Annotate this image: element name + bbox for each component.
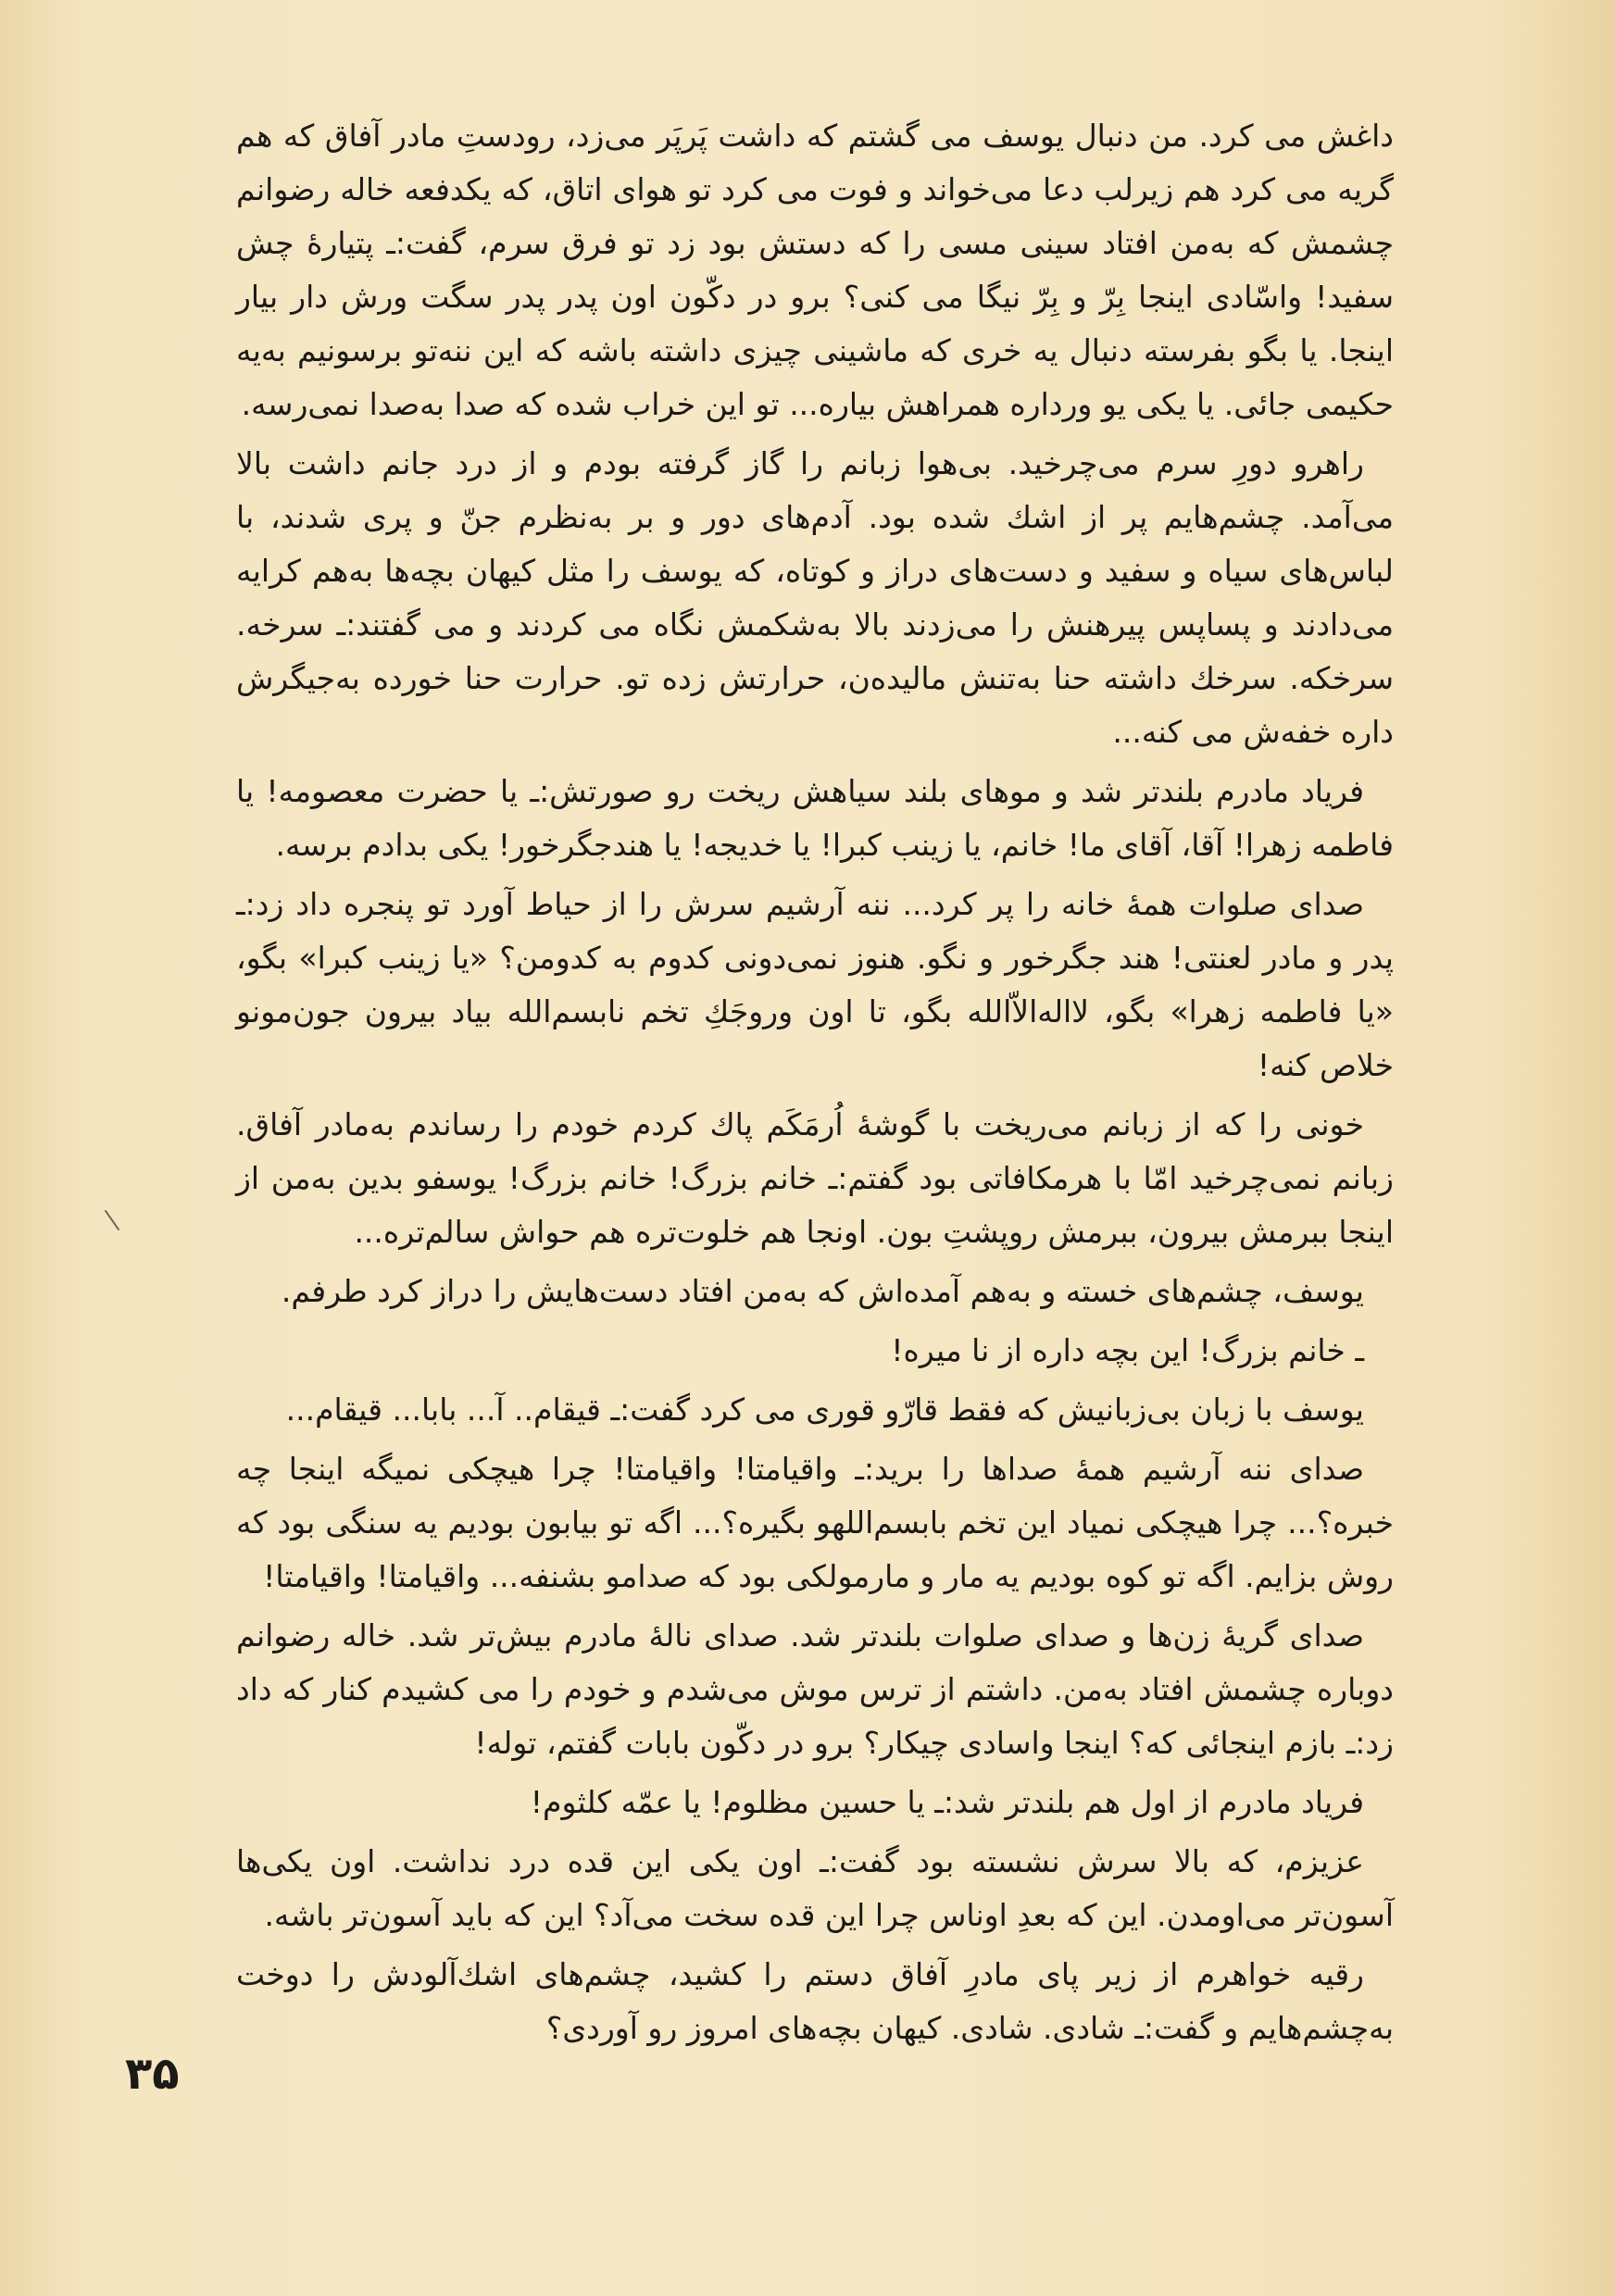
paragraph: صدای ننه آرشیم همهٔ صداها را برید:ـ واقیامتا! واقیامتا! چرا هیچکی نمیگه اینجا چه خبره؟... چرا هیچکی نمیاد این تخم بابسم‌اللهو بگیره؟... اگه تو بیابون بودیم یه سنگی بود که روش بزایم. اگه تو کوه بودیم یه مار و مارمولکی بود که صدامو بشنفه... واقیامتا! واقیامتا! — [236, 1451, 1394, 1594]
paragraph: راهرو دورِ سرم می‌چرخید. بی‌هوا زبانم را گاز گرفته بودم و از درد جانم داشت بالا می‌آمد. چشم‌هایم پر از اشك شده بود. آدم‌های دور و بر به‌نظرم جنّ و پری شدند، با لباس‌های سیاه و سفید و دست‌های دراز و کوتاه، که یوسف را مثل کیهان بچه‌ها به‌هم کرایه می‌دادند و پسا‌پس پیرهنش را می‌زدند بالا به‌شکمش نگاه می کردند و می گفتند:ـ سرخه. سرخکه. سرخك داشته حنا به‌تنش مالیده‌ن، حرارتش زده تو. حرارت حنا خورده به‌جیگرش داره خفه‌ش می کنه... — [236, 445, 1394, 750]
paragraph: خونی را که از زبانم می‌ریخت با گوشهٔ اُرمَکَم پاك کردم خودم را رساندم به‌مادر آفاق. زبانم نمی‌چرخید امّا با هرمکافاتی بود گفتم:ـ خانم بزرگ! خانم بزرگ! یوسفو بدین به‌من از اینجا ببرمش بیرون، ببرمش روپشتِ بون. اونجا هم خلوت‌تره هم حواش سالم‌تره... — [236, 1106, 1394, 1250]
paragraph: فریاد مادرم از اول هم بلندتر شد:ـ یا حسین مظلوم! یا عمّه کلثوم! — [530, 1784, 1364, 1820]
paragraph: صدای گریهٔ زن‌ها و صدای صلوات بلندتر شد. صدای نالهٔ مادرم بیش‌تر شد. خاله رضوانم دوباره چشمش افتاد به‌من. داشتم از ترس موش می‌شدم و خودم را می کشیدم کنار که داد زد:ـ بازم اینجائی که؟ اینجا واسادی چیکار؟ برو در دکّون بابات گفتم، توله! — [236, 1617, 1394, 1761]
page-text-body — [236, 109, 1394, 2128]
page-number: ۳۵ — [125, 2048, 180, 2100]
paragraph: داغش می کرد. من دنبال یوسف می گشتم که داشت پَرپَر می‌زد، رودستِ مادر آفاق که هم گریه می کرد هم زیرلب دعا می‌خواند و فوت می کرد تو هوای اتاق، که یکدفعه خاله رضوانم چشمش که به‌من افتاد سینی مسی را که دستش بود زد تو فرق سرم، گفت:ـ پتیارهٔ چش سفید! واسّادی اینجا بِرّ و بِرّ نیگا می کنی؟ برو در دکّون اون پدر پدر سگت ورش دار بیار اینجا. یا بگو بفرسته دنبال یه خری که ماشینی چیزی داشته باشه که این ننه‌تو برسونیم به‌یه حکیمی جائی. یا یکی یو ورداره همراهش بیاره... تو این خراب شده که صدا به‌صدا نمی‌رسه. — [236, 118, 1394, 422]
paragraph: یوسف، چشم‌های خسته و به‌هم آمده‌اش که به‌من افتاد دست‌هایش را دراز کرد طرفم. — [281, 1273, 1364, 1309]
paragraph: ـ خانم بزرگ! این بچه داره از نا میره! — [891, 1332, 1364, 1368]
margin-mark — [105, 1210, 120, 1230]
paragraph: فریاد مادرم بلندتر شد و موهای بلند سیاهش ریخت رو صورتش:ـ یا حضرت معصومه! یا فاطمه زهرا! آقا، آقای ما! خانم، یا زینب کبرا! یا خدیجه! یا هندجگرخور! یکی بدادم برسه. — [236, 773, 1394, 863]
paragraph: رقیه خواهرم از زیر پای مادرِ آفاق دستم را کشید، چشم‌های اشك‌آلودش را دوخت به‌چشم‌هایم و گفت:ـ شادی. شادی. کیهان بچه‌های امروز رو آوردی؟ — [236, 1956, 1394, 2046]
paragraph: عزیزم، که بالا سرش نشسته بود گفت:ـ اون یکی این قده درد نداشت. اون یکی‌ها آسون‌تر می‌اومدن. این که بعدِ اوناس چرا این قده سخت می‌آد؟ این که باید آسون‌تر باشه. — [236, 1843, 1394, 1933]
paragraph: صدای صلوات همهٔ خانه را پر کرد... ننه آرشیم سرش را از حیاط آورد تو پنجره داد زد:ـ پدر و مادر لعنتی! هند جگرخور و نگو. هنوز نمی‌دونی کدوم به کدومن؟ «یا زینب کبرا» بگو، «یا فاطمه زهرا» بگو، لااله‌الاّالله بگو، تا اون وروجَكِ تخم نابسم‌الله بیاد بیرون جون‌مونو خلاص کنه! — [236, 886, 1394, 1083]
paragraph: یوسف با زبان بی‌زبانیش که فقط قارّو قوری می کرد گفت:ـ قیقام.. آ... بابا... قیقام... — [285, 1391, 1364, 1428]
